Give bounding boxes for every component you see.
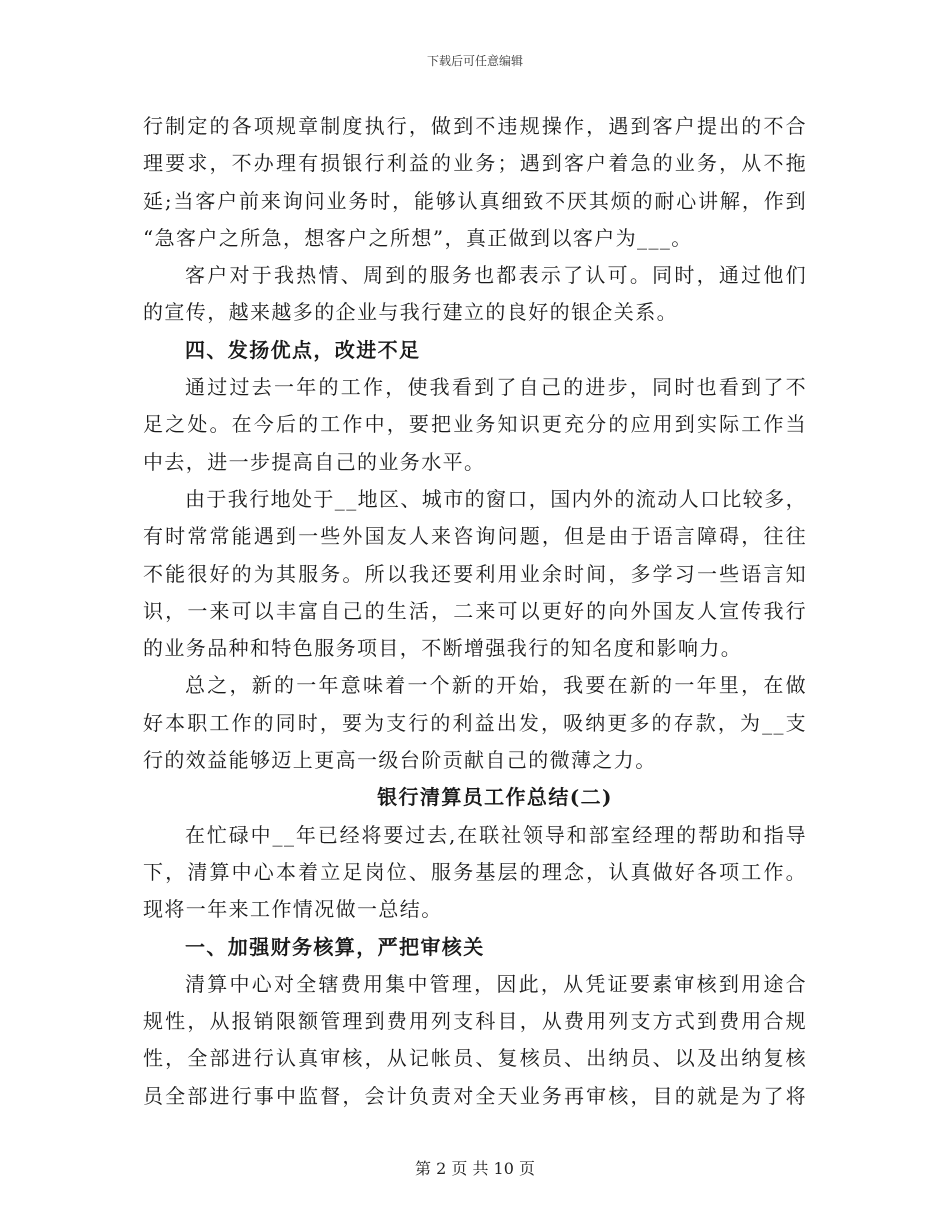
body-line: 好本职工作的同时，要为支行的利益出发，吸纳更多的存款，为__支 [143, 710, 807, 735]
page-number-footer: 第 2 页 共 10 页 [415, 1159, 535, 1178]
body-line: 延;当客户前来询问业务时，能够认真细致不厌其烦的耐心讲解，作到 [143, 188, 807, 213]
body-line: 行制定的各项规章制度执行，做到不违规操作，遇到客户提出的不合 [143, 114, 807, 138]
paragraph-first-line: 在忙碌中__年已经将要过去,在联社领导和部室经理的帮助和指导 [185, 822, 807, 847]
body-line: 识，一来可以丰富自己的生活，二来可以更好的向外国友人宣传我行 [143, 598, 807, 623]
paragraph-first-line: 由于我行地处于__地区、城市的窗口，国内外的流动人口比较多， [185, 486, 807, 511]
section-heading: 一、加强财务核算，严把审核关 [185, 934, 485, 959]
body-line: 中去，进一步提高自己的业务水平。 [143, 449, 486, 474]
body-line: 规性，从报销限额管理到费用列支科目，从费用列支方式到费用合规 [143, 1009, 807, 1034]
paragraph-first-line: 通过过去一年的工作，使我看到了自己的进步，同时也看到了不 [185, 375, 807, 400]
body-line: 的宣传，越来越多的企业与我行建立的良好的银企关系。 [143, 300, 678, 325]
paragraph-first-line: 清算中心对全辖费用集中管理，因此，从凭证要素审核到用途合 [185, 971, 807, 996]
document-body [143, 108, 807, 1115]
body-line: “急客户之所急，想客户之所想”，真正做到以客户为___。 [143, 225, 693, 250]
body-line: 足之处。在今后的工作中，要把业务知识更充分的应用到实际工作当 [143, 412, 807, 437]
body-line: 行的效益能够迈上更高一级台阶贡献自己的微薄之力。 [143, 748, 657, 773]
body-line: 不能很好的为其服务。所以我还要利用业余时间，多学习一些语言知 [143, 561, 807, 586]
body-line: 的业务品种和特色服务项目，不断增强我行的知名度和影响力。 [143, 636, 743, 661]
document-title: 银行清算员工作总结(二) [377, 785, 613, 810]
body-line: 下，清算中心本着立足岗位、服务基层的理念，认真做好各项工作。 [143, 859, 807, 884]
paragraph-first-line: 总之，新的一年意味着一个新的开始，我要在新的一年里，在做 [185, 673, 807, 698]
body-line: 员全部进行事中监督，会计负责对全天业务再审核，目的就是为了将 [143, 1083, 807, 1108]
body-line: 现将一年来工作情况做一总结。 [143, 897, 443, 922]
body-line: 理要求，不办理有损银行利益的业务；遇到客户着急的业务，从不拖 [143, 151, 807, 176]
body-line: 有时常常能遇到一些外国友人来咨询问题，但是由于语言障碍，往往 [143, 524, 807, 549]
section-heading: 四、发扬优点，改进不足 [185, 337, 421, 362]
page-header-note: 下载后可任意编辑 [426, 54, 523, 68]
body-line: 性，全部进行认真审核，从记帐员、复核员、出纳员、以及出纳复核 [143, 1046, 807, 1071]
paragraph-first-line: 客户对于我热情、周到的服务也都表示了认可。同时，通过他们 [185, 263, 807, 288]
